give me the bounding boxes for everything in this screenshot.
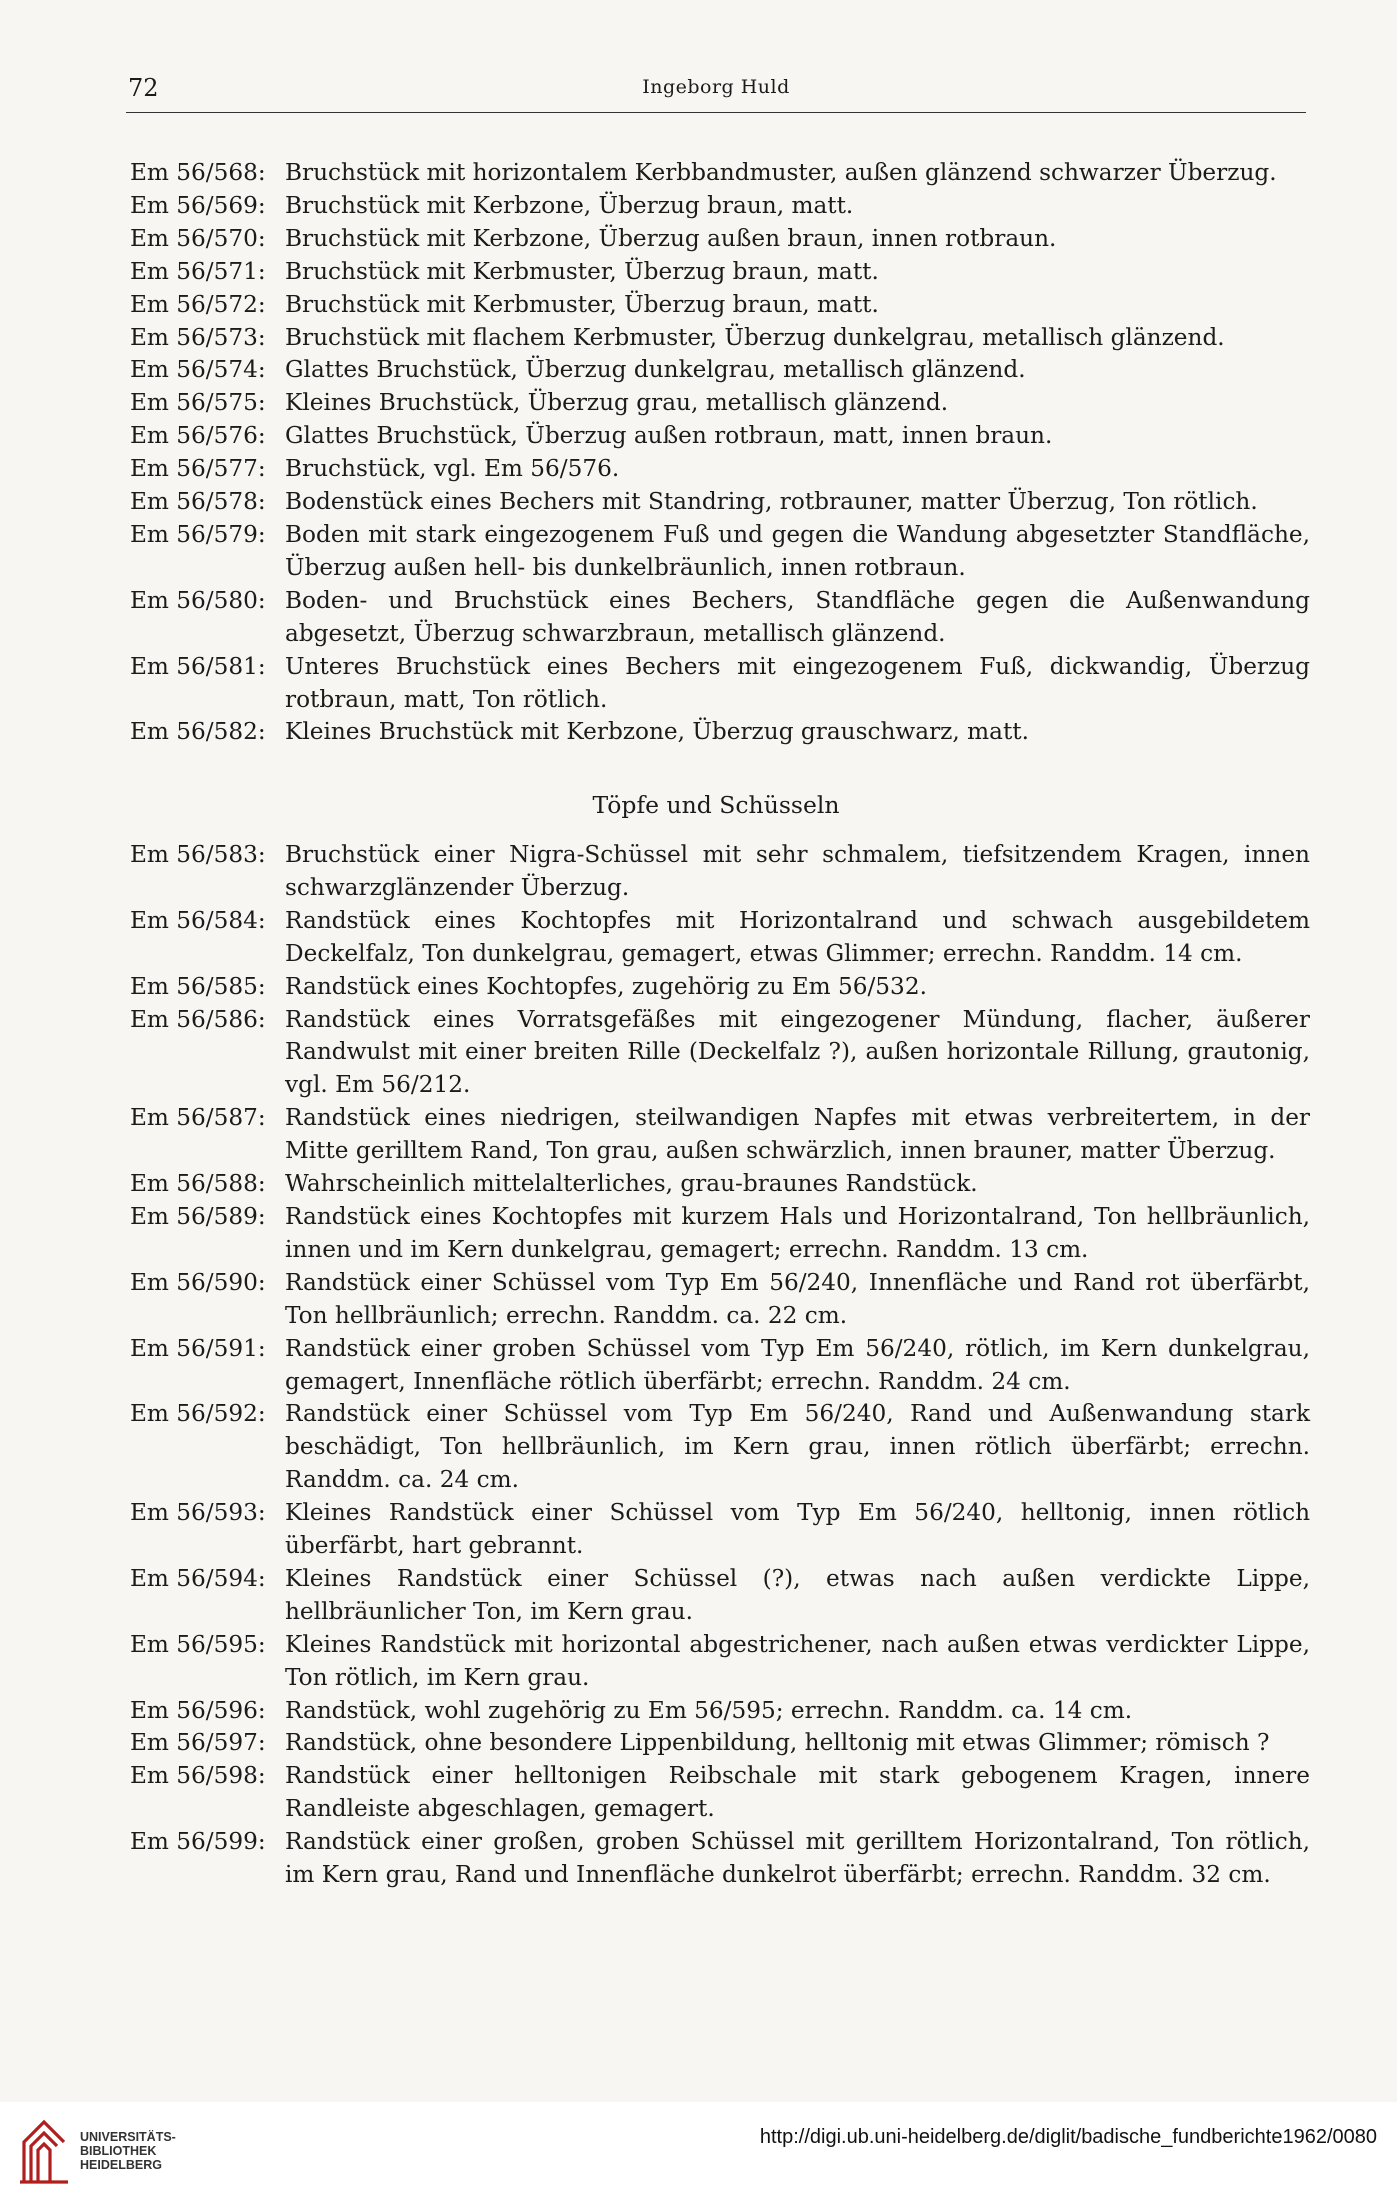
entry-description: Boden- und Bruchstück eines Bechers, Standfläche gegen die Außenwandung abgesetzt, Überzug schwarzbraun, metallisch glänzend. <box>285 586 1310 647</box>
catalog-entry <box>130 1826 1310 1892</box>
entry-description: Kleines Bruchstück, Überzug grau, metallisch glänzend. <box>285 389 949 417</box>
entry-description: Kleines Randstück mit horizontal abgestrichener, nach außen etwas verdickter Lippe, Ton rötlich, im Kern grau. <box>285 1630 1310 1691</box>
entry-description: Unteres Bruchstück eines Bechers mit eingezogenem Fuß, dickwandig, Überzug rotbraun, matt, Ton rötlich. <box>285 652 1310 713</box>
catalog-entry <box>130 1727 1310 1760</box>
entry-description: Glattes Bruchstück, Überzug außen rotbraun, matt, innen braun. <box>285 422 1053 450</box>
catalog-entry <box>130 223 1310 256</box>
entry-number: Em 56/593: <box>130 1499 266 1527</box>
entry-number: Em 56/578: <box>130 488 266 516</box>
logo-line: HEIDELBERG <box>80 2158 162 2172</box>
entry-description: Bruchstück mit Kerbmuster, Überzug braun, matt. <box>285 257 879 285</box>
entry-description: Wahrscheinlich mittelalterliches, grau-braunes Randstück. <box>285 1170 978 1198</box>
catalog-entry <box>130 1497 1310 1563</box>
catalog-entry <box>130 190 1310 223</box>
logo-line: UNIVERSITÄTS- <box>80 2130 176 2144</box>
entry-description: Randstück einer helltonigen Reibschale mit stark gebogenem Kragen, innere Randleiste abgeschlagen, gemagert. <box>285 1762 1310 1823</box>
entry-number: Em 56/574: <box>130 356 266 384</box>
entry-description: Bruchstück mit Kerbzone, Überzug außen braun, innen rotbraun. <box>285 224 1057 252</box>
catalog-entry <box>130 1333 1310 1399</box>
entry-number: Em 56/592: <box>130 1400 266 1428</box>
running-head: Ingeborg Huld <box>642 76 790 98</box>
section-heading: Töpfe und Schüsseln <box>592 791 840 819</box>
entry-description: Randstück einer groben Schüssel vom Typ Em 56/240, rötlich, im Kern dunkelgrau, gemagert, Innenfläche rötlich überfärbt; errechn. Randdm. 24 cm. <box>285 1334 1310 1395</box>
catalog-entry <box>130 1563 1310 1629</box>
catalog-entry <box>130 453 1310 486</box>
entry-number: Em 56/576: <box>130 422 266 450</box>
entry-description: Randstück einer Schüssel vom Typ Em 56/240, Rand und Außenwandung stark beschädigt, Ton hellbräunlich, im Kern grau, innen rötlich überfärbt; errechn. Randdm. ca. 24 cm. <box>285 1400 1310 1494</box>
library-logo-icon <box>16 2116 72 2188</box>
catalog-entry <box>130 1398 1310 1497</box>
entry-description: Randstück einer großen, groben Schüssel mit gerilltem Horizontalrand, Ton rötlich, im Kern grau, Rand und Innenfläche dunkelrot überfärbt; errechn. Randdm. 32 cm. <box>285 1828 1310 1889</box>
entry-number: Em 56/584: <box>130 906 266 934</box>
entry-number: Em 56/573: <box>130 323 266 351</box>
entry-description: Randstück, wohl zugehörig zu Em 56/595; errechn. Randdm. ca. 14 cm. <box>285 1696 1133 1724</box>
entry-number: Em 56/577: <box>130 455 266 483</box>
entry-description: Glattes Bruchstück, Überzug dunkelgrau, metallisch glänzend. <box>285 356 1026 384</box>
entry-number: Em 56/595: <box>130 1630 266 1658</box>
entry-description: Kleines Randstück einer Schüssel (?), etwas nach außen verdickte Lippe, hellbräunlicher Ton, im Kern grau. <box>285 1564 1310 1625</box>
entry-number: Em 56/590: <box>130 1268 266 1296</box>
page-header <box>126 72 1306 113</box>
entry-number: Em 56/596: <box>130 1696 266 1724</box>
logo-line: BIBLIOTHEK <box>80 2144 157 2158</box>
entry-description: Randstück eines niedrigen, steilwandigen Napfes mit etwas verbreitertem, in der Mitte gerilltem Rand, Ton grau, außen schwärzlich, innen brauner, matter Überzug. <box>285 1104 1310 1165</box>
catalog-entry <box>130 1102 1310 1168</box>
catalog-entry <box>130 157 1310 190</box>
entry-number: Em 56/569: <box>130 191 266 219</box>
catalog-entry <box>130 839 1310 905</box>
catalog-entry <box>130 905 1310 971</box>
entry-number: Em 56/583: <box>130 841 266 868</box>
entry-number: Em 56/589: <box>130 1202 266 1230</box>
entry-description: Kleines Randstück einer Schüssel vom Typ Em 56/240, helltonig, innen rötlich überfärbt, hart gebrannt. <box>285 1499 1310 1560</box>
catalog-entry <box>130 1629 1310 1695</box>
catalog-entry <box>130 971 1310 1004</box>
catalog-entry <box>130 1201 1310 1267</box>
catalog-entry <box>130 585 1310 651</box>
entry-description: Randstück eines Vorratsgefäßes mit eingezogener Mündung, flacher, äußerer Randwulst mit einer breiten Rille (Deckelfalz ?), außen horizontale Rillung, grautonig, vgl. Em 56/212. <box>285 1005 1310 1099</box>
entry-description: Randstück einer Schüssel vom Typ Em 56/240, Innenfläche und Rand rot überfärbt, Ton hellbräunlich; errechn. Randdm. ca. 22 cm. <box>285 1268 1310 1329</box>
catalog-entry <box>130 1168 1310 1201</box>
entry-number: Em 56/597: <box>130 1729 266 1757</box>
entry-number: Em 56/571: <box>130 257 266 285</box>
entry-number: Em 56/581: <box>130 652 266 680</box>
source-url-link[interactable]: http://digi.ub.uni-heidelberg.de/diglit/badische_fundberichte1962/0080 <box>759 2126 1377 2148</box>
entry-description: Boden mit stark eingezogenem Fuß und gegen die Wandung abgesetzter Standfläche, Überzug außen hell- bis dunkelbräunlich, innen rotbraun. <box>285 520 1310 581</box>
entry-description: Bruchstück, vgl. Em 56/576. <box>285 455 620 483</box>
catalog-entries-section-1 <box>130 157 1310 749</box>
catalog-entry <box>130 716 1310 749</box>
entry-number: Em 56/570: <box>130 224 266 252</box>
entry-description: Randstück eines Kochtopfes, zugehörig zu Em 56/532. <box>285 972 927 1000</box>
entry-description: Bruchstück mit Kerbzone, Überzug braun, matt. <box>285 191 854 219</box>
entry-description: Randstück eines Kochtopfes mit Horizontalrand und schwach ausgebildetem Deckelfalz, Ton dunkelgrau, gemagert, etwas Glimmer; errechn. Randdm. 14 cm. <box>285 906 1310 967</box>
catalog-entry <box>130 1760 1310 1826</box>
catalog-entry <box>130 420 1310 453</box>
catalog-entry <box>130 651 1310 717</box>
entry-number: Em 56/591: <box>130 1334 266 1362</box>
entry-number: Em 56/587: <box>130 1104 266 1132</box>
entry-description: Bruchstück mit Kerbmuster, Überzug braun, matt. <box>285 290 879 318</box>
entry-number: Em 56/572: <box>130 290 266 318</box>
page-number: 72 <box>128 74 159 102</box>
catalog-entry <box>130 1695 1310 1728</box>
catalog-entry <box>130 322 1310 355</box>
entry-description: Randstück, ohne besondere Lippenbildung, helltonig mit etwas Glimmer; römisch ? <box>285 1729 1270 1757</box>
entry-number: Em 56/575: <box>130 389 266 417</box>
catalog-entry <box>130 387 1310 420</box>
entry-number: Em 56/588: <box>130 1170 266 1198</box>
entry-description: Bruchstück einer Nigra-Schüssel mit sehr schmalem, tiefsitzendem Kragen, innen schwarzglänzender Überzug. <box>285 841 1310 901</box>
entry-description: Bodenstück eines Bechers mit Standring, rotbrauner, matter Überzug, Ton rötlich. <box>285 488 1258 516</box>
catalog-entry <box>130 519 1310 585</box>
entry-number: Em 56/586: <box>130 1005 266 1033</box>
entry-number: Em 56/598: <box>130 1762 266 1790</box>
catalog-entry <box>130 1267 1310 1333</box>
entry-number: Em 56/582: <box>130 718 266 746</box>
entry-description: Randstück eines Kochtopfes mit kurzem Hals und Horizontalrand, Ton hellbräunlich, innen und im Kern dunkelgrau, gemagert; errechn. Randdm. 13 cm. <box>285 1202 1310 1263</box>
catalog-entry <box>130 1004 1310 1103</box>
entry-number: Em 56/594: <box>130 1564 266 1592</box>
entry-number: Em 56/599: <box>130 1828 266 1856</box>
entry-number: Em 56/579: <box>130 520 266 548</box>
page-footer <box>0 2102 1397 2202</box>
catalog-entry <box>130 486 1310 519</box>
entry-description: Bruchstück mit horizontalem Kerbbandmuster, außen glänzend schwarzer Überzug. <box>285 159 1277 186</box>
entry-number: Em 56/568: <box>130 159 266 186</box>
entry-number: Em 56/580: <box>130 586 266 614</box>
catalog-entry <box>130 289 1310 322</box>
catalog-entry <box>130 354 1310 387</box>
catalog-entries-section-2 <box>130 839 1310 1892</box>
catalog-entry <box>130 256 1310 289</box>
entry-description: Kleines Bruchstück mit Kerbzone, Überzug grauschwarz, matt. <box>285 718 1029 746</box>
entry-description: Bruchstück mit flachem Kerbmuster, Überzug dunkelgrau, metallisch glänzend. <box>285 323 1225 351</box>
library-logo-text <box>80 2130 176 2172</box>
entry-number: Em 56/585: <box>130 972 266 1000</box>
